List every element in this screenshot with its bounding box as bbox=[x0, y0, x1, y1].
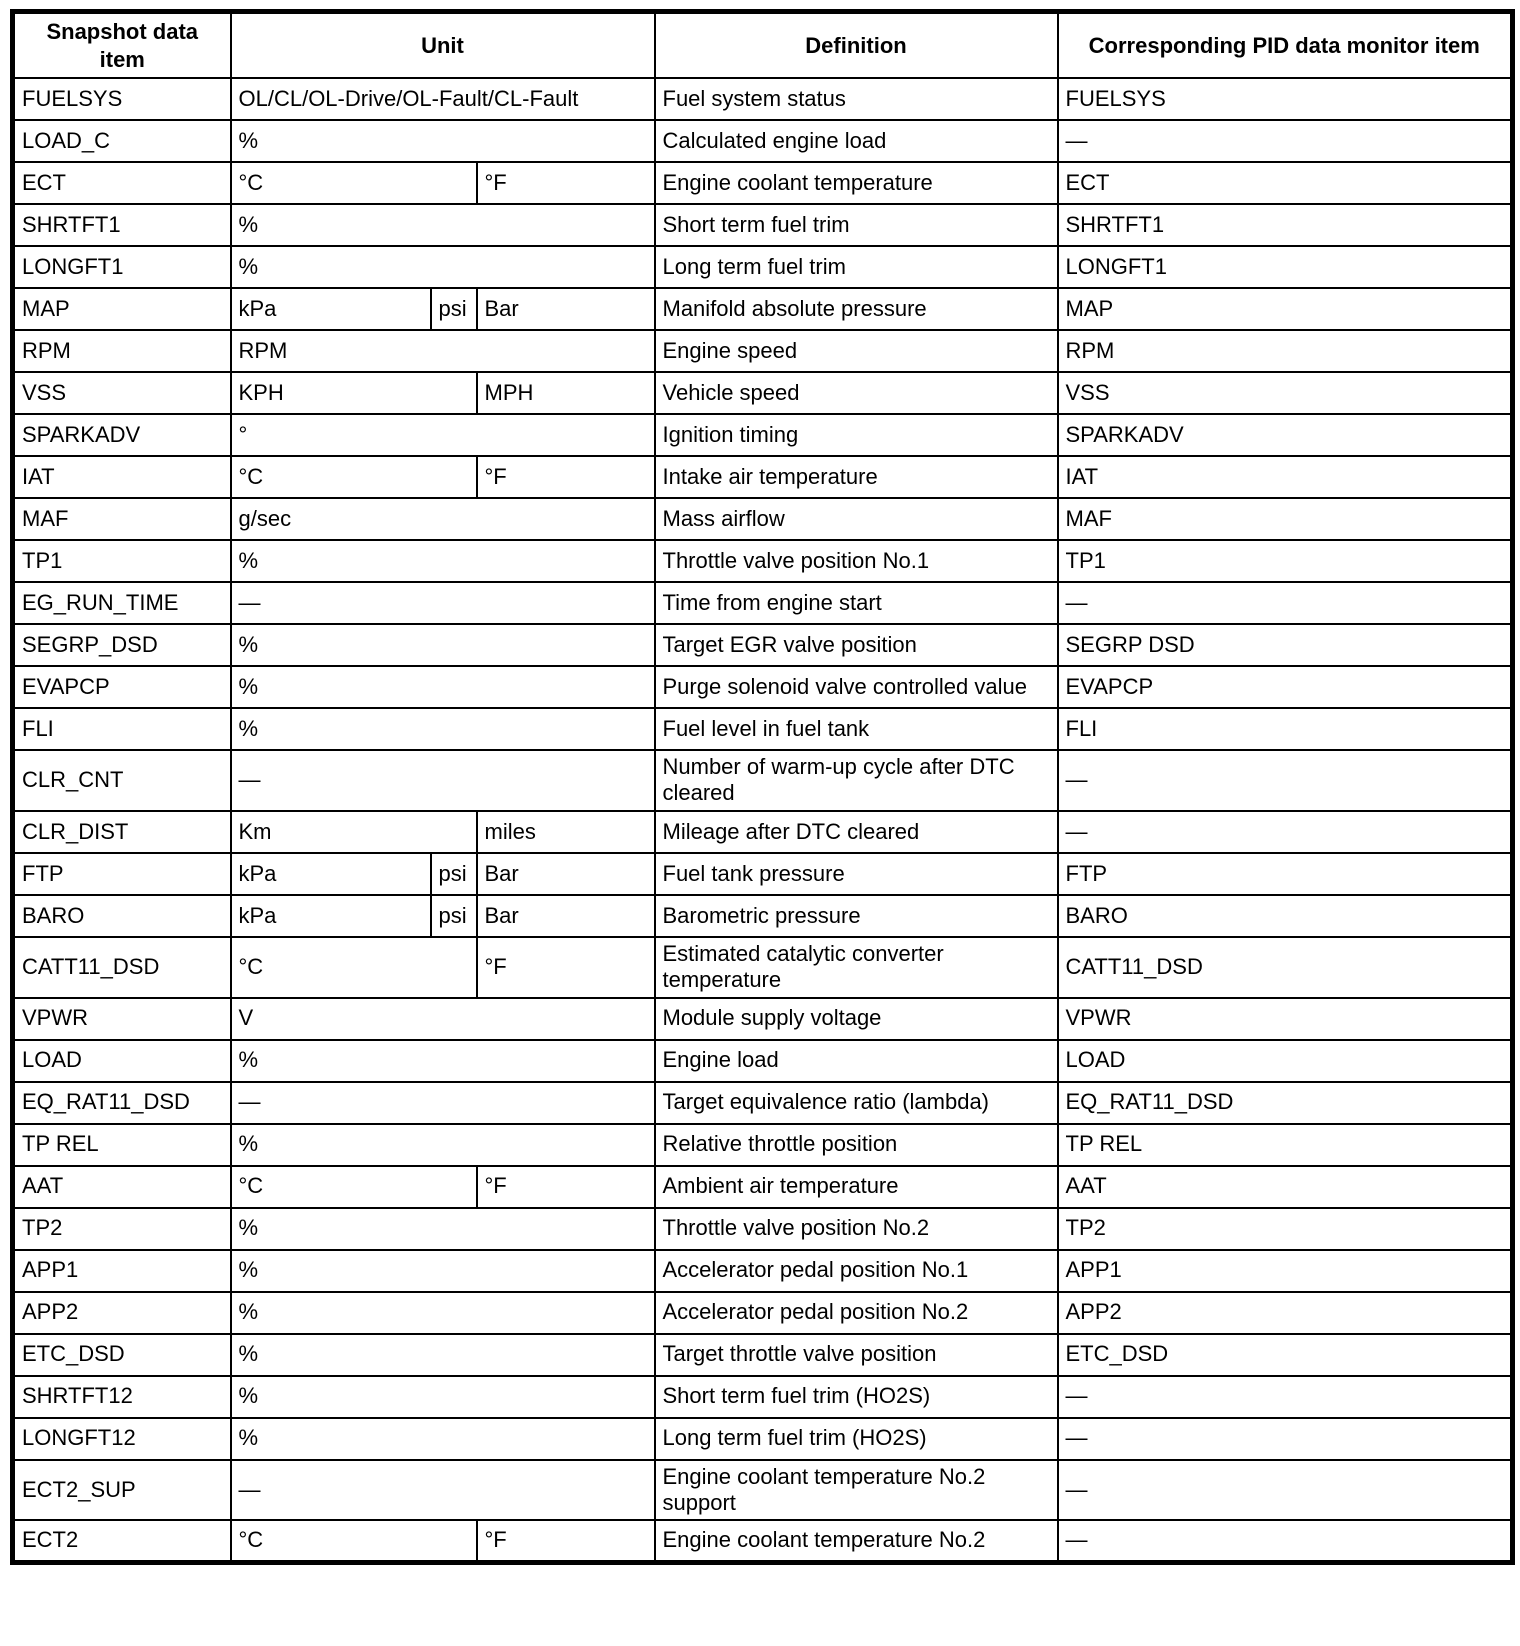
table-row bbox=[13, 288, 1513, 330]
unit-cell: °F bbox=[477, 162, 655, 204]
definition-cell: Vehicle speed bbox=[655, 372, 1058, 414]
definition-cell: Short term fuel trim (HO2S) bbox=[655, 1376, 1058, 1418]
definition-cell: Engine coolant temperature No.2 support bbox=[655, 1460, 1058, 1521]
definition-cell: Mass airflow bbox=[655, 498, 1058, 540]
unit-cell: °F bbox=[477, 937, 655, 998]
table-row bbox=[13, 1520, 1513, 1562]
snapshot-item-cell: SHRTFT12 bbox=[13, 1376, 231, 1418]
table-row bbox=[13, 708, 1513, 750]
definition-cell: Engine speed bbox=[655, 330, 1058, 372]
unit-cell: % bbox=[231, 204, 655, 246]
definition-cell: Fuel system status bbox=[655, 78, 1058, 120]
table-row bbox=[13, 624, 1513, 666]
unit-cell: % bbox=[231, 624, 655, 666]
snapshot-item-cell: SEGRP_DSD bbox=[13, 624, 231, 666]
table-row bbox=[13, 78, 1513, 120]
unit-cell: °F bbox=[477, 1520, 655, 1562]
unit-cell: % bbox=[231, 1418, 655, 1460]
unit-cell: Bar bbox=[477, 895, 655, 937]
snapshot-item-cell: VPWR bbox=[13, 998, 231, 1040]
pid-cell: CATT11_DSD bbox=[1058, 937, 1513, 998]
table-row bbox=[13, 998, 1513, 1040]
definition-cell: Accelerator pedal position No.1 bbox=[655, 1250, 1058, 1292]
col-header-pid: Corresponding PID data monitor item bbox=[1058, 12, 1513, 79]
pid-cell: FLI bbox=[1058, 708, 1513, 750]
unit-cell: MPH bbox=[477, 372, 655, 414]
definition-cell: Module supply voltage bbox=[655, 998, 1058, 1040]
pid-cell: — bbox=[1058, 582, 1513, 624]
pid-cell: FUELSYS bbox=[1058, 78, 1513, 120]
table-row bbox=[13, 204, 1513, 246]
unit-cell: % bbox=[231, 1208, 655, 1250]
definition-cell: Mileage after DTC cleared bbox=[655, 811, 1058, 853]
pid-cell: TP2 bbox=[1058, 1208, 1513, 1250]
unit-cell: °F bbox=[477, 1166, 655, 1208]
unit-cell: % bbox=[231, 1250, 655, 1292]
table-row bbox=[13, 120, 1513, 162]
snapshot-item-cell: MAP bbox=[13, 288, 231, 330]
unit-cell: miles bbox=[477, 811, 655, 853]
snapshot-item-cell: APP2 bbox=[13, 1292, 231, 1334]
table-row bbox=[13, 372, 1513, 414]
definition-cell: Short term fuel trim bbox=[655, 204, 1058, 246]
unit-cell: °C bbox=[231, 456, 477, 498]
pid-cell: APP2 bbox=[1058, 1292, 1513, 1334]
unit-cell: OL/CL/OL-Drive/OL-Fault/CL-Fault bbox=[231, 78, 655, 120]
table-row bbox=[13, 1334, 1513, 1376]
unit-cell: — bbox=[231, 1082, 655, 1124]
table-row bbox=[13, 1166, 1513, 1208]
definition-cell: Estimated catalytic converter temperature bbox=[655, 937, 1058, 998]
unit-cell: psi bbox=[431, 288, 477, 330]
table-row bbox=[13, 414, 1513, 456]
unit-cell: psi bbox=[431, 895, 477, 937]
unit-cell: V bbox=[231, 998, 655, 1040]
pid-cell: LONGFT1 bbox=[1058, 246, 1513, 288]
definition-cell: Engine coolant temperature bbox=[655, 162, 1058, 204]
snapshot-item-cell: CLR_DIST bbox=[13, 811, 231, 853]
definition-cell: Calculated engine load bbox=[655, 120, 1058, 162]
snapshot-item-cell: IAT bbox=[13, 456, 231, 498]
definition-cell: Long term fuel trim bbox=[655, 246, 1058, 288]
definition-cell: Target EGR valve position bbox=[655, 624, 1058, 666]
snapshot-item-cell: RPM bbox=[13, 330, 231, 372]
unit-cell: — bbox=[231, 582, 655, 624]
pid-cell: TP REL bbox=[1058, 1124, 1513, 1166]
definition-cell: Number of warm-up cycle after DTC cleared bbox=[655, 750, 1058, 811]
unit-cell: — bbox=[231, 750, 655, 811]
pid-cell: TP1 bbox=[1058, 540, 1513, 582]
definition-cell: Relative throttle position bbox=[655, 1124, 1058, 1166]
unit-cell: Bar bbox=[477, 853, 655, 895]
table-row bbox=[13, 582, 1513, 624]
table-row bbox=[13, 540, 1513, 582]
table-row bbox=[13, 498, 1513, 540]
table-row bbox=[13, 895, 1513, 937]
table-row bbox=[13, 1292, 1513, 1334]
snapshot-item-cell: TP2 bbox=[13, 1208, 231, 1250]
definition-cell: Ambient air temperature bbox=[655, 1166, 1058, 1208]
pid-cell: LOAD bbox=[1058, 1040, 1513, 1082]
snapshot-item-cell: FUELSYS bbox=[13, 78, 231, 120]
table-row bbox=[13, 1250, 1513, 1292]
unit-cell: °C bbox=[231, 1166, 477, 1208]
table-row bbox=[13, 1082, 1513, 1124]
definition-cell: Engine coolant temperature No.2 bbox=[655, 1520, 1058, 1562]
unit-cell: % bbox=[231, 246, 655, 288]
snapshot-item-cell: ECT2_SUP bbox=[13, 1460, 231, 1521]
definition-cell: Engine load bbox=[655, 1040, 1058, 1082]
table-row bbox=[13, 162, 1513, 204]
snapshot-item-cell: FTP bbox=[13, 853, 231, 895]
snapshot-item-cell: CATT11_DSD bbox=[13, 937, 231, 998]
header-row bbox=[13, 12, 1513, 79]
snapshot-item-cell: LOAD_C bbox=[13, 120, 231, 162]
unit-cell: RPM bbox=[231, 330, 655, 372]
definition-cell: Time from engine start bbox=[655, 582, 1058, 624]
table-row bbox=[13, 750, 1513, 811]
unit-cell: ° bbox=[231, 414, 655, 456]
definition-cell: Long term fuel trim (HO2S) bbox=[655, 1418, 1058, 1460]
unit-cell: KPH bbox=[231, 372, 477, 414]
definition-cell: Target throttle valve position bbox=[655, 1334, 1058, 1376]
pid-cell: — bbox=[1058, 811, 1513, 853]
unit-cell: °C bbox=[231, 1520, 477, 1562]
snapshot-item-cell: EQ_RAT11_DSD bbox=[13, 1082, 231, 1124]
unit-cell: % bbox=[231, 666, 655, 708]
pid-cell: — bbox=[1058, 1460, 1513, 1521]
table-row bbox=[13, 246, 1513, 288]
table-row bbox=[13, 1376, 1513, 1418]
snapshot-item-cell: SPARKADV bbox=[13, 414, 231, 456]
pid-cell: FTP bbox=[1058, 853, 1513, 895]
definition-cell: Throttle valve position No.1 bbox=[655, 540, 1058, 582]
snapshot-item-cell: EVAPCP bbox=[13, 666, 231, 708]
unit-cell: kPa bbox=[231, 288, 431, 330]
snapshot-data-table bbox=[10, 9, 1515, 1565]
unit-cell: % bbox=[231, 120, 655, 162]
unit-cell: °C bbox=[231, 937, 477, 998]
unit-cell: Bar bbox=[477, 288, 655, 330]
snapshot-item-cell: CLR_CNT bbox=[13, 750, 231, 811]
table-body bbox=[13, 78, 1513, 1562]
unit-cell: g/sec bbox=[231, 498, 655, 540]
pid-cell: VSS bbox=[1058, 372, 1513, 414]
col-header-unit: Unit bbox=[231, 12, 655, 79]
unit-cell: % bbox=[231, 1124, 655, 1166]
pid-cell: — bbox=[1058, 750, 1513, 811]
pid-cell: MAP bbox=[1058, 288, 1513, 330]
pid-cell: SEGRP DSD bbox=[1058, 624, 1513, 666]
unit-cell: kPa bbox=[231, 853, 431, 895]
snapshot-item-cell: ECT bbox=[13, 162, 231, 204]
table-row bbox=[13, 666, 1513, 708]
snapshot-item-cell: LONGFT1 bbox=[13, 246, 231, 288]
pid-cell: EQ_RAT11_DSD bbox=[1058, 1082, 1513, 1124]
snapshot-item-cell: TP REL bbox=[13, 1124, 231, 1166]
snapshot-item-cell: FLI bbox=[13, 708, 231, 750]
pid-cell: AAT bbox=[1058, 1166, 1513, 1208]
snapshot-item-cell: SHRTFT1 bbox=[13, 204, 231, 246]
snapshot-item-cell: MAF bbox=[13, 498, 231, 540]
definition-cell: Intake air temperature bbox=[655, 456, 1058, 498]
definition-cell: Barometric pressure bbox=[655, 895, 1058, 937]
unit-cell: psi bbox=[431, 853, 477, 895]
snapshot-item-cell: LOAD bbox=[13, 1040, 231, 1082]
table-row bbox=[13, 1040, 1513, 1082]
table-row bbox=[13, 1208, 1513, 1250]
definition-cell: Fuel level in fuel tank bbox=[655, 708, 1058, 750]
snapshot-item-cell: TP1 bbox=[13, 540, 231, 582]
snapshot-item-cell: AAT bbox=[13, 1166, 231, 1208]
snapshot-item-cell: APP1 bbox=[13, 1250, 231, 1292]
unit-cell: % bbox=[231, 708, 655, 750]
definition-cell: Fuel tank pressure bbox=[655, 853, 1058, 895]
table-row bbox=[13, 853, 1513, 895]
unit-cell: Km bbox=[231, 811, 477, 853]
pid-cell: ETC_DSD bbox=[1058, 1334, 1513, 1376]
definition-cell: Target equivalence ratio (lambda) bbox=[655, 1082, 1058, 1124]
table-row bbox=[13, 937, 1513, 998]
pid-cell: SPARKADV bbox=[1058, 414, 1513, 456]
table-row bbox=[13, 456, 1513, 498]
pid-cell: — bbox=[1058, 120, 1513, 162]
table-row bbox=[13, 330, 1513, 372]
snapshot-item-cell: BARO bbox=[13, 895, 231, 937]
unit-cell: °C bbox=[231, 162, 477, 204]
unit-cell: % bbox=[231, 1040, 655, 1082]
col-header-snapshot-item: Snapshot data item bbox=[13, 12, 231, 79]
table-row bbox=[13, 1124, 1513, 1166]
col-header-definition: Definition bbox=[655, 12, 1058, 79]
definition-cell: Ignition timing bbox=[655, 414, 1058, 456]
snapshot-item-cell: LONGFT12 bbox=[13, 1418, 231, 1460]
unit-cell: % bbox=[231, 1334, 655, 1376]
snapshot-item-cell: EG_RUN_TIME bbox=[13, 582, 231, 624]
snapshot-item-cell: ECT2 bbox=[13, 1520, 231, 1562]
definition-cell: Purge solenoid valve controlled value bbox=[655, 666, 1058, 708]
table-row bbox=[13, 1418, 1513, 1460]
unit-cell: — bbox=[231, 1460, 655, 1521]
pid-cell: — bbox=[1058, 1418, 1513, 1460]
pid-cell: MAF bbox=[1058, 498, 1513, 540]
unit-cell: °F bbox=[477, 456, 655, 498]
definition-cell: Manifold absolute pressure bbox=[655, 288, 1058, 330]
pid-cell: VPWR bbox=[1058, 998, 1513, 1040]
pid-cell: APP1 bbox=[1058, 1250, 1513, 1292]
table-row bbox=[13, 811, 1513, 853]
unit-cell: % bbox=[231, 540, 655, 582]
pid-cell: — bbox=[1058, 1520, 1513, 1562]
pid-cell: BARO bbox=[1058, 895, 1513, 937]
pid-cell: RPM bbox=[1058, 330, 1513, 372]
pid-cell: IAT bbox=[1058, 456, 1513, 498]
definition-cell: Accelerator pedal position No.2 bbox=[655, 1292, 1058, 1334]
definition-cell: Throttle valve position No.2 bbox=[655, 1208, 1058, 1250]
unit-cell: kPa bbox=[231, 895, 431, 937]
unit-cell: % bbox=[231, 1376, 655, 1418]
snapshot-item-cell: ETC_DSD bbox=[13, 1334, 231, 1376]
pid-cell: EVAPCP bbox=[1058, 666, 1513, 708]
pid-cell: SHRTFT1 bbox=[1058, 204, 1513, 246]
pid-cell: — bbox=[1058, 1376, 1513, 1418]
table-row bbox=[13, 1460, 1513, 1521]
unit-cell: % bbox=[231, 1292, 655, 1334]
snapshot-item-cell: VSS bbox=[13, 372, 231, 414]
pid-cell: ECT bbox=[1058, 162, 1513, 204]
